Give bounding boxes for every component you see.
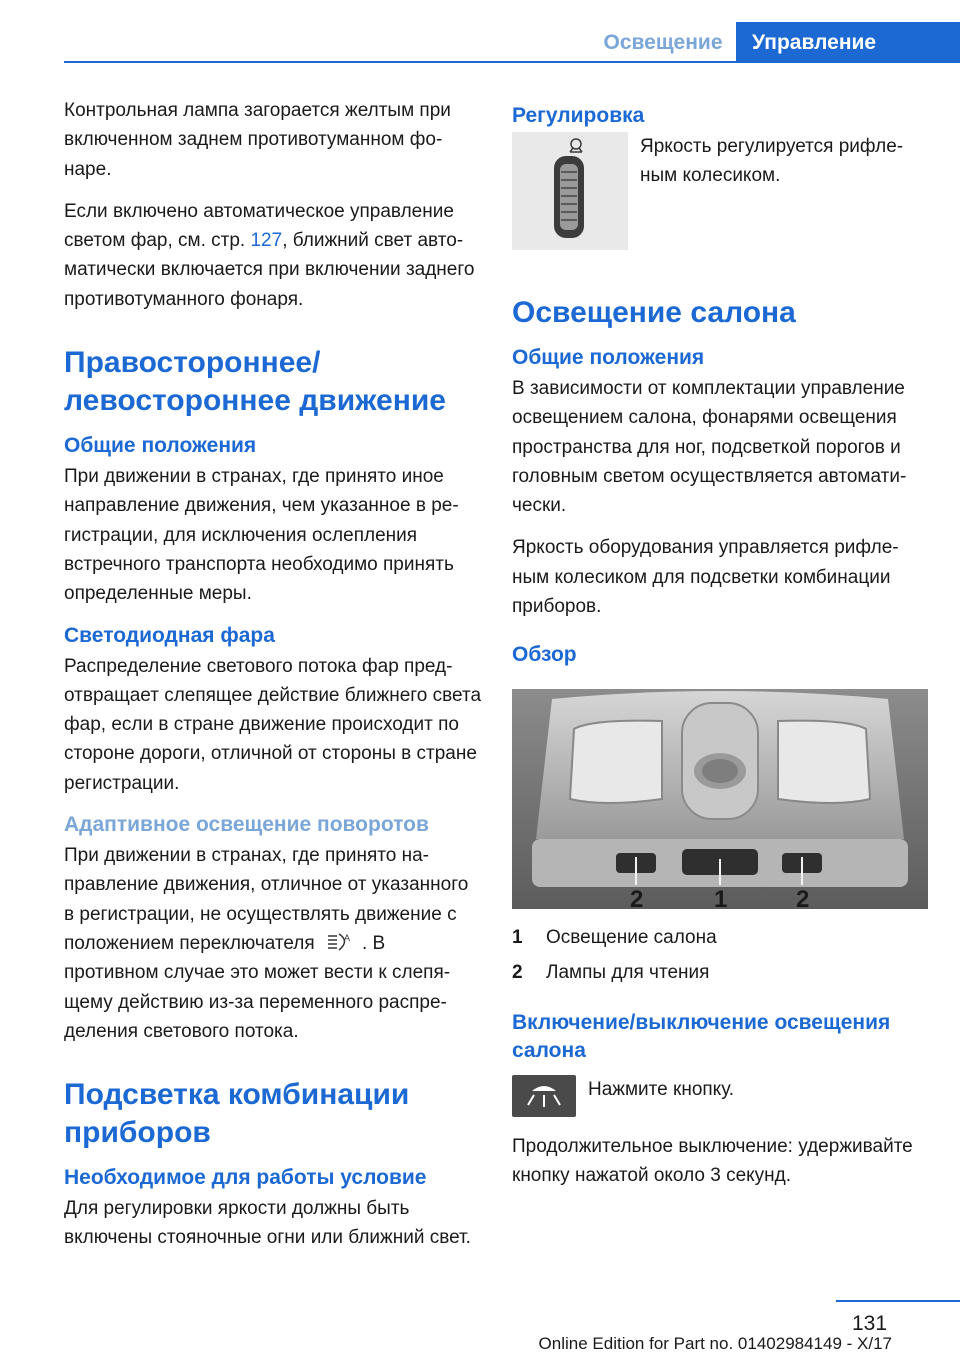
paragraph-adaptive-lighting: При движении в странах, где принято направление движения, отличное от указанного в регистрации, не осуществлять движение с положением переключателя A . В противном случае это может вести к слепящему действию из-за переменного распределения светового потока. — [64, 845, 469, 1042]
paragraph-requirement: Для регулировки яркости должны быть включены стояночные огни или ближний свет. — [64, 1198, 471, 1249]
subheading-overview: Обзор — [512, 643, 577, 667]
header-rule — [64, 61, 960, 63]
subheading-general: Общие положения — [64, 434, 257, 458]
paragraph-permanent-off: Продолжительное выключение: удерживайте кнопку нажатой около 3 секунд. — [512, 1135, 913, 1186]
subheading-requirement: Необходимое для работы условие — [64, 1166, 427, 1190]
legend-item: 2 Лампы для чтения — [512, 962, 710, 984]
adjust-figure — [512, 132, 928, 250]
paragraph-led-headlight: Распределение светового потока фар предотвращает слепящее действие ближнего света фар, если в стране движение происходит по стороне дороги, отличной от стороны в стране регистрации. — [64, 655, 482, 794]
overhead-console-image — [512, 689, 928, 909]
right-column — [512, 96, 928, 1203]
header-section-tab[interactable]: Освещение — [603, 31, 723, 54]
thumbwheel-image — [512, 132, 628, 250]
page-link-127[interactable]: 127 — [250, 230, 283, 252]
subheading-adjust: Регулировка — [512, 104, 645, 127]
figure-label-right: 2 — [796, 886, 810, 910]
interior-light-button-image — [512, 1075, 576, 1117]
subheading-led-headlight: Светодиодная фара — [64, 623, 275, 647]
paragraph-adjust: Яркость регулируется рифленым колесиком. — [640, 136, 904, 187]
heading-traffic: Правостороннее/ левостороннее движение — [64, 346, 446, 418]
legend-item: 1 Освещение салона — [512, 927, 717, 949]
subheading-general-interior: Общие положения — [512, 346, 705, 369]
interior-light-icon — [512, 1075, 576, 1117]
paragraph-auto-light: Если включено автоматическое управление светом фар, см. стр. 127, ближний свет автоматически включается при включении заднего противотуманного фонаря. — [64, 200, 475, 310]
page-number: 131 — [852, 1312, 888, 1335]
heading-interior-lighting: Освещение салона — [512, 296, 796, 329]
heading-instrument-lighting: Подсветка комбинации приборов — [64, 1078, 410, 1150]
svg-text:A: A — [343, 932, 350, 943]
paragraph-fog-lamp: Контрольная лампа загорается желтым при включенном заднем противотуманном фонаре. — [64, 100, 451, 180]
subheading-adaptive-lighting: Адаптивное освещение поворотов — [64, 813, 429, 837]
figure-label-left: 2 — [630, 886, 644, 910]
subheading-on-off: Включение/выключение освещения салона — [512, 1011, 891, 1063]
paragraph-interior-general: В зависимости от комплектации управление освещением салона, фонарями освещения пространства для ног, подсветкой порогов и головным светом осуществляется автоматически. — [512, 378, 907, 517]
headlight-switch-icon — [324, 930, 358, 952]
figure-label-center: 1 — [714, 886, 728, 910]
header-chapter-tab[interactable]: Управление — [736, 22, 960, 62]
paragraph-interior-brightness: Яркость оборудования управляется рифленым колесиком для подсветки комбинации приборов. — [512, 537, 899, 618]
overview-figure — [512, 689, 928, 909]
paragraph-traffic-general: При движении в странах, где принято иное направление движения, чем указанное в регистрации, для исключения ослепления встречного транспорта необходимо принять определенные меры. — [64, 466, 459, 605]
edition-note: Online Edition for Part no. 01402984149 - X/17 — [538, 1334, 892, 1353]
paragraph-press-button: Нажмите кнопку. — [588, 1079, 735, 1101]
thumbwheel-icon — [512, 132, 628, 250]
footer-rule — [836, 1300, 960, 1302]
left-column — [64, 96, 482, 1266]
button-figure — [512, 1075, 928, 1117]
